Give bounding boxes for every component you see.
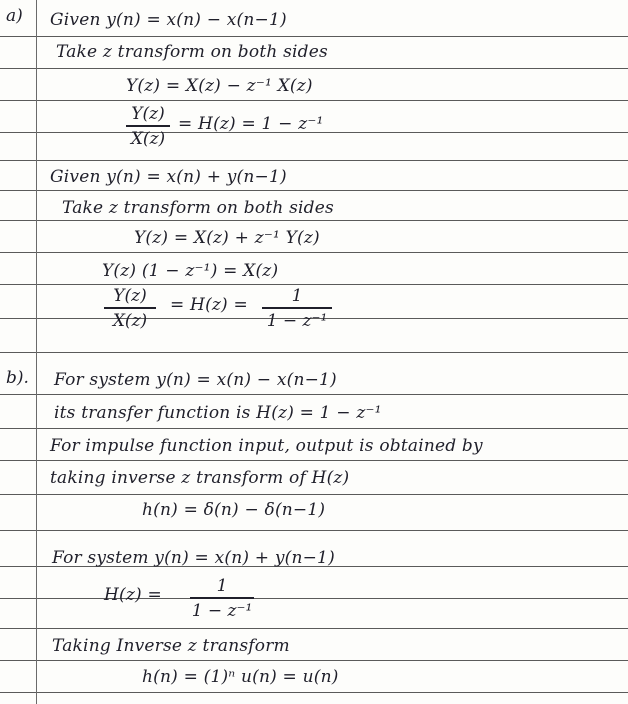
- ruled-line: [0, 220, 628, 221]
- ruled-line: [0, 460, 628, 461]
- fraction-denominator: 1 − z⁻¹: [191, 601, 253, 621]
- fraction-bar: [126, 125, 170, 127]
- part-a-label: a): [6, 6, 23, 26]
- part-b-line-1: For system y(n) = x(n) − x(n−1): [54, 370, 337, 390]
- part-b-line-4: taking inverse z transform of H(z): [50, 468, 350, 488]
- fraction-denominator: X(z): [112, 311, 148, 331]
- part-a-take-z-2: Take z transform on both sides: [62, 198, 334, 218]
- part-a-eq-2: Y(z) = X(z) + z⁻¹ Y(z): [134, 228, 320, 248]
- fraction-bar: [190, 597, 254, 599]
- ruled-line: [0, 68, 628, 69]
- ruled-line: [0, 36, 628, 37]
- part-b-line-8: h(n) = (1)ⁿ u(n) = u(n): [142, 667, 339, 687]
- margin-line: [36, 0, 37, 704]
- fraction-bar: [262, 307, 332, 309]
- part-a-given-1: Given y(n) = x(n) − x(n−1): [50, 10, 287, 30]
- ruled-line: [0, 100, 628, 101]
- part-b-fraction: [190, 576, 254, 621]
- ruled-line: [0, 252, 628, 253]
- ruled-line: [0, 352, 628, 353]
- part-a-eq-3: Y(z) (1 − z⁻¹) = X(z): [102, 261, 279, 281]
- ruled-line: [0, 284, 628, 285]
- part-b-line-3: For impulse function input, output is obtained by: [50, 436, 483, 456]
- part-a-eq-1: Y(z) = X(z) − z⁻¹ X(z): [126, 76, 313, 96]
- fraction-denominator: X(z): [130, 129, 166, 149]
- part-b-line-5: h(n) = δ(n) − δ(n−1): [142, 500, 326, 520]
- ruled-line: [0, 598, 628, 599]
- ruled-line: [0, 190, 628, 191]
- part-b-line-6: For system y(n) = x(n) + y(n−1): [52, 548, 335, 568]
- part-b-label: b).: [6, 368, 29, 388]
- fraction-denominator: 1 − z⁻¹: [266, 311, 328, 331]
- part-b-line-2: its transfer function is H(z) = 1 − z⁻¹: [54, 403, 382, 423]
- part-b-frac-lhs: H(z) =: [104, 585, 162, 605]
- fraction-numerator: Y(z): [113, 286, 147, 306]
- fraction-numerator: 1: [216, 576, 228, 596]
- fraction-numerator: 1: [291, 286, 303, 306]
- ruled-line: [0, 394, 628, 395]
- part-a-frac-1-rhs: = H(z) = 1 − z⁻¹: [178, 114, 324, 134]
- ruled-line: [0, 494, 628, 495]
- fraction-numerator: Y(z): [131, 104, 165, 124]
- fraction-bar: [104, 307, 156, 309]
- part-a-fraction-3: [262, 286, 332, 331]
- part-a-take-z-1: Take z transform on both sides: [56, 42, 328, 62]
- ruled-line: [0, 160, 628, 161]
- ruled-line: [0, 530, 628, 531]
- ruled-line: [0, 428, 628, 429]
- part-a-fraction-1: [126, 104, 170, 149]
- part-a-given-2: Given y(n) = x(n) + y(n−1): [50, 167, 287, 187]
- ruled-line: [0, 692, 628, 693]
- ruled-line: [0, 628, 628, 629]
- part-a-frac-2-mid: = H(z) =: [170, 295, 248, 315]
- part-b-line-7: Taking Inverse z transform: [52, 636, 290, 656]
- ruled-line: [0, 660, 628, 661]
- part-a-fraction-2: [104, 286, 156, 331]
